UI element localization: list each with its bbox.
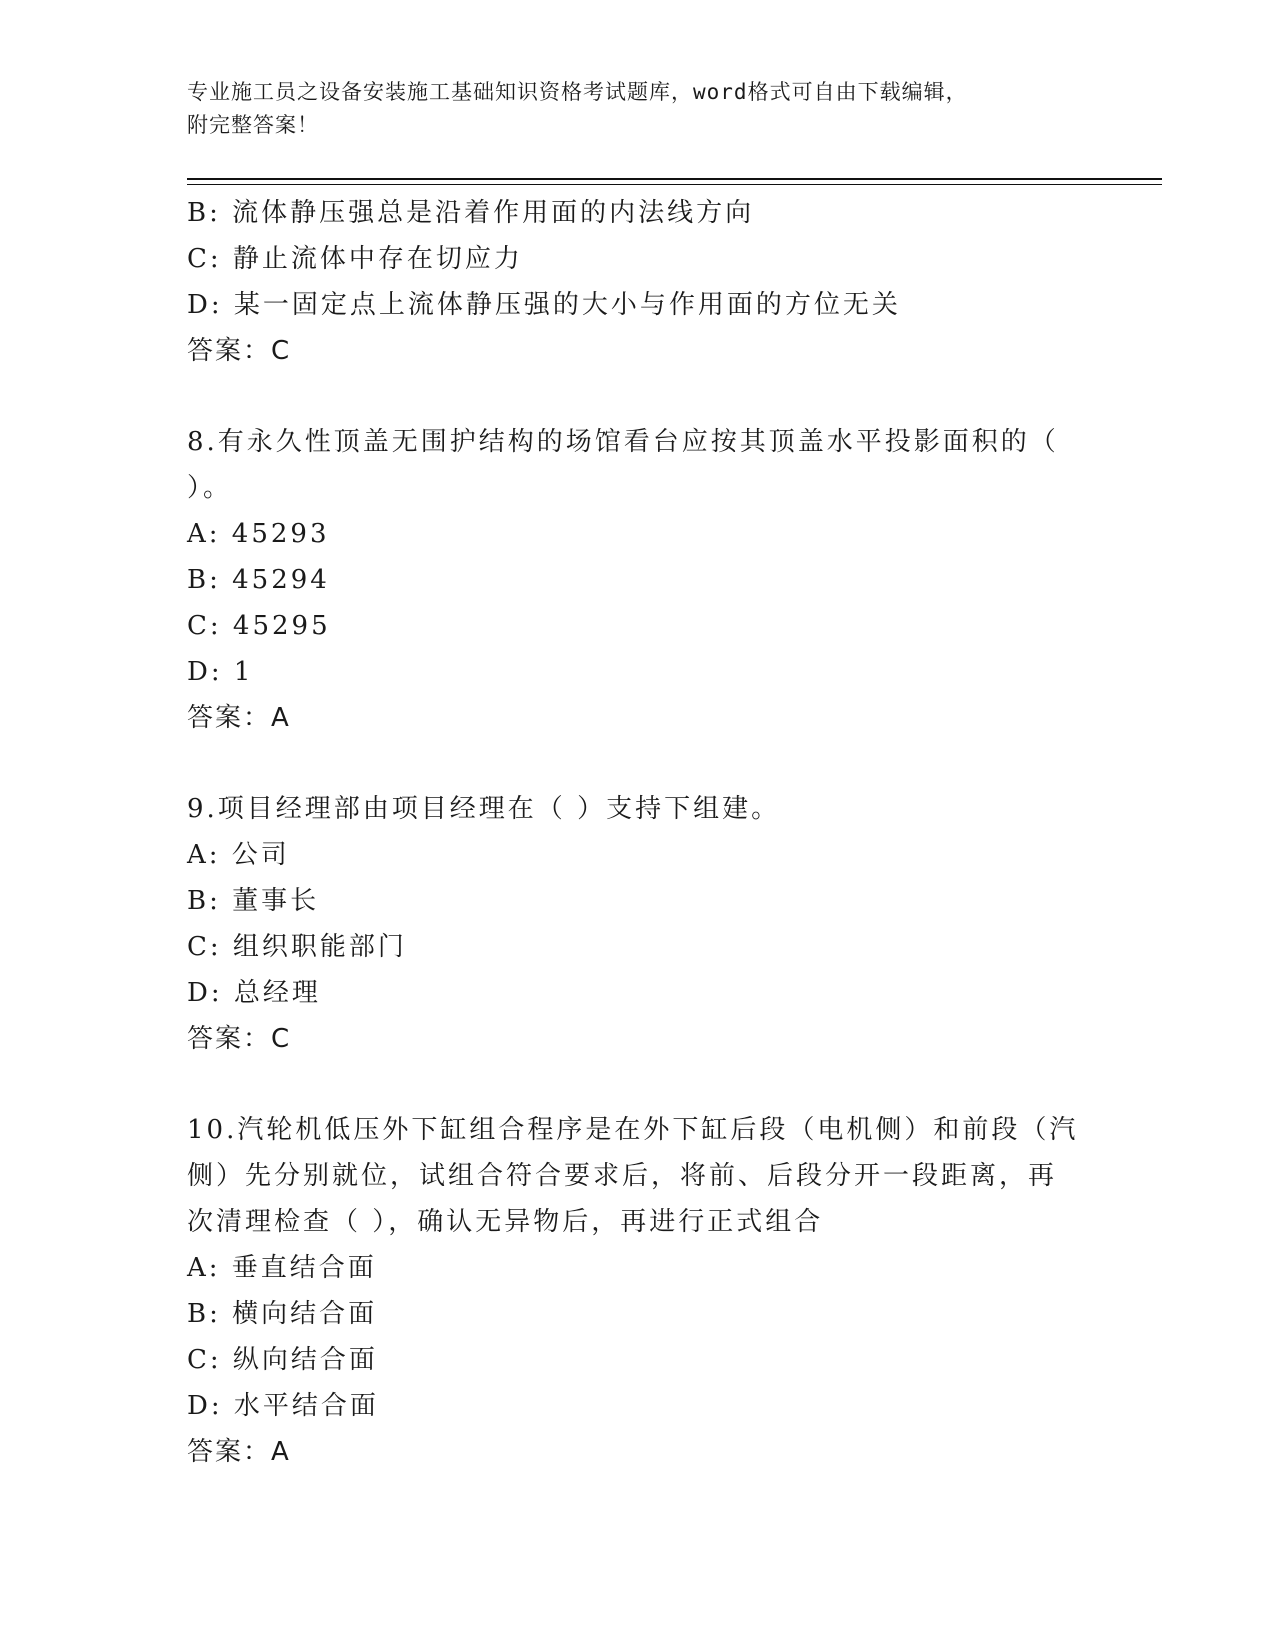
option-c: C: 静止流体中存在切应力: [187, 244, 523, 274]
option-c: C: 组织职能部门: [187, 932, 407, 962]
question-stem-cont: ）。: [187, 473, 233, 503]
header-line-2: 附完整答案！: [187, 113, 319, 137]
header-divider-thin: [187, 184, 1162, 185]
question-stem: 9.项目经理部由项目经理在（ ）支持下组建。: [187, 794, 781, 824]
answer: 答案：A: [187, 1437, 291, 1467]
question-7: [187, 190, 1087, 374]
option-a: A: 45293: [187, 519, 330, 549]
question-stem-cont: 次清理检查（ ），确认无异物后，再进行正式组合: [187, 1207, 824, 1237]
question-list: [187, 190, 1087, 1475]
question-stem-cont: 侧）先分别就位，试组合符合要求后，将前、后段分开一段距离，再: [187, 1161, 1058, 1191]
answer: 答案：C: [187, 1024, 292, 1054]
option-b: B: 董事长: [187, 886, 320, 916]
question-stem: 8.有永久性顶盖无围护结构的场馆看台应按其顶盖水平投影面积的（: [187, 427, 1059, 457]
option-d: D: 水平结合面: [187, 1391, 379, 1421]
document-header: [187, 76, 1087, 142]
question-8: [187, 419, 1087, 741]
question-10: [187, 1107, 1087, 1475]
header-line-1: 专业施工员之设备安装施工基础知识资格考试题库，word格式可自由下载编辑，: [187, 80, 968, 104]
answer: 答案：A: [187, 703, 291, 733]
option-d: D: 总经理: [187, 978, 321, 1008]
option-a: A: 公司: [187, 840, 290, 870]
option-b: B: 45294: [187, 565, 330, 595]
answer: 答案：C: [187, 336, 292, 366]
option-a: A: 垂直结合面: [187, 1253, 377, 1283]
header-divider-thick: [187, 178, 1162, 180]
option-d: D: 某一固定点上流体静压强的大小与作用面的方位无关: [187, 290, 901, 320]
question-stem: 10.汽轮机低压外下缸组合程序是在外下缸后段（电机侧）和前段（汽: [187, 1115, 1079, 1145]
option-d: D: 1: [187, 657, 254, 687]
option-b: B: 横向结合面: [187, 1299, 378, 1329]
option-c: C: 纵向结合面: [187, 1345, 378, 1375]
option-c: C: 45295: [187, 611, 331, 641]
question-9: [187, 786, 1087, 1062]
option-b: B: 流体静压强总是沿着作用面的内法线方向: [187, 198, 755, 228]
